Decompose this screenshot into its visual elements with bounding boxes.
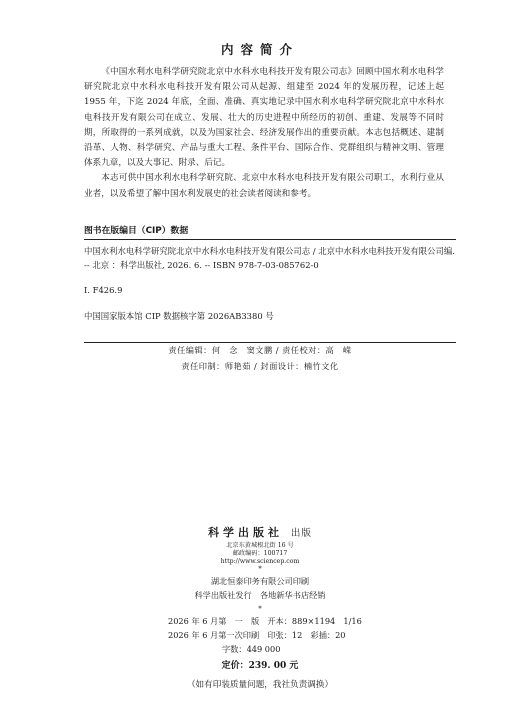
publisher-name-text: 科学出版社 bbox=[208, 526, 284, 539]
word-count: 字数：449 000 bbox=[222, 644, 281, 654]
publisher-name bbox=[0, 524, 520, 540]
publisher-name-suffix: 出版 bbox=[290, 528, 312, 539]
star-separator: * bbox=[258, 565, 262, 573]
cip-heading: 图书在版编目（CIP）数据 bbox=[84, 223, 456, 240]
cip-block bbox=[84, 244, 456, 323]
distribution-line: 科学出版社发行 各地新华书店经销 bbox=[194, 590, 326, 600]
page-title: 内容简介 bbox=[220, 42, 299, 57]
edition-line-1: 2026 年 6 月第 一 版 开本：889×1194 1/16 bbox=[168, 616, 362, 626]
content-summary bbox=[84, 65, 444, 202]
dot-separator: * bbox=[258, 605, 262, 613]
edition-line-2: 2026 年 6 月第一次印刷 印张：12 彩插：20 bbox=[168, 630, 346, 640]
publisher-website: http://www.sciencep.com bbox=[220, 558, 300, 565]
summary-paragraph-1: 《中国水利水电科学研究院北京中水科水电科技开发有限公司志》回顾中国水利水电科学研究院北京中水科水电科技开发有限公司从起源、组建至 2024 年的发展历程，记述上起 1955 年，下迄 2024 年底，全面、准确、真实地记录中国水利水电科学研究院北京中水科水电科技开发有限公司在成立、发展、壮大的历史进程中所经历的初创、重建、发展等不同时期，所取得的一系列成就，以及为国家社会、经济发展作出的重要贡献。本志包括概述、建制沿革、人物、科学研究、产品与重大工程、条件平台、国际合作、党群组织与精神文明、管理体系九章，以及大事记、附录、后记。 bbox=[84, 67, 444, 169]
cip-entry: 中国水利水电科学研究院北京中水科水电科技开发有限公司志 / 北京中水科水电科技开发有限公司编. -- 北京 ：科学出版社, 2026. 6. -- ISBN 978-7-03-085762-0 bbox=[84, 246, 455, 270]
quality-notice: （如有印装质量问题，我社负责调换） bbox=[186, 680, 334, 690]
summary-paragraph-2: 本志可供中国水利水电科学研究院、北京中水科水电科技开发有限公司职工，水利行业从业者，以及希望了解中国水利发展史的社会读者阅读和参考。 bbox=[84, 173, 444, 199]
editor-credits: 责任编辑：何 念 窦文鹏 / 责任校对：高 嵘 bbox=[168, 345, 352, 355]
printer-line: 湖北恒泰印务有限公司印刷 bbox=[210, 576, 310, 586]
cip-classification: Ⅰ. F426.9 bbox=[84, 285, 123, 295]
price: 定价：239. 00 元 bbox=[221, 661, 299, 671]
publisher-address: 北京东黄城根北街 16 号 bbox=[226, 542, 294, 549]
publisher-postcode: 邮政编码：100717 bbox=[232, 550, 288, 557]
cip-divider bbox=[84, 342, 456, 343]
production-credits: 责任印制：师艳茹 / 封面设计：楠竹文化 bbox=[181, 361, 339, 371]
cip-core-number: 中国国家版本馆 CIP 数据核字第 2026AB3380 号 bbox=[84, 311, 274, 321]
